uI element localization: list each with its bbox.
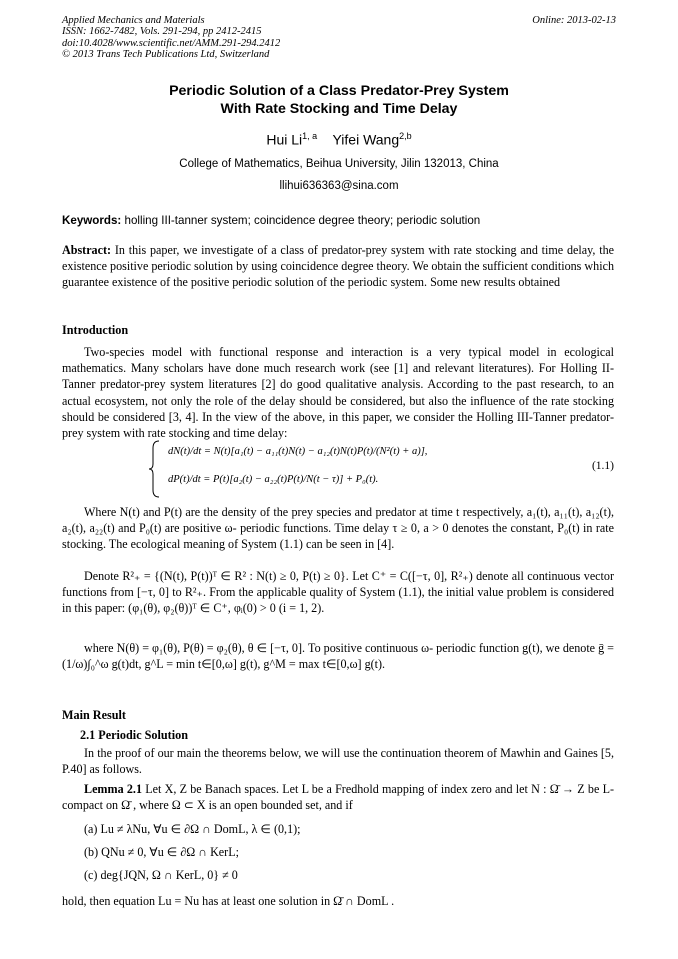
author-2-affil: 2,b [399, 131, 412, 141]
condition-a: (a) Lu ≠ λNu, ∀u ∈ ∂Ω ∩ DomL, λ ∈ (0,1); [84, 822, 301, 836]
affiliation: College of Mathematics, Beihua University, Jilin 132013, China [179, 158, 499, 170]
keywords-text: holling III-tanner system; coincidence degree theory; periodic solution [124, 214, 481, 227]
equation-line-2: dP(t)/dt = P(t)[a₂(t) − a₂₂(t)P(t)/N(t − τ)] + P₀(t). [168, 474, 379, 485]
author-1: Hui Li [266, 131, 303, 148]
abstract-text: In this paper, we investigate of a class of predator-prey system with rate stocking and time delay, the existence positive periodic solution by using coincidence degree theory. We obtain the sufficient conditions which guarantee existence of the positive periodic solution of the periodic system. Some new results obtained [62, 243, 614, 290]
journal-name: Applied Mechanics and Materials [62, 15, 205, 26]
authors [0, 131, 678, 148]
equation-number: (1.1) [591, 460, 614, 472]
keywords [62, 214, 480, 227]
where-paragraph: Where N(t) and P(t) are the density of the prey species and predator at time t respectively, a₁(t), a₁₁(t), a₁₂(t), a₂(t), a₂₂(t) and P₀(t) are positive ω- periodic functions. Time delay τ ≥ 0, a > 0 denotes the constant, P₀(t) in rate stocking. The ecological meaning of System (1.1) can be seen in [4]. [62, 505, 614, 552]
equation-1-1 [148, 440, 614, 498]
abstract-label: Abstract: [62, 243, 112, 257]
condition-b: (b) QNu ≠ 0, ∀u ∈ ∂Ω ∩ KerL; [84, 845, 239, 859]
doi-line: doi:10.4028/www.scientific.net/AMM.291-294.2412 [62, 37, 281, 49]
lemma-2-1 [62, 781, 614, 813]
paper-title [0, 82, 678, 118]
main-result-heading: Main Result [62, 708, 126, 722]
title-line-2: With Rate Stocking and Time Delay [220, 101, 458, 117]
title-line-1: Periodic Solution of a Class Predator-Prey System [169, 83, 509, 99]
periodic-solution-heading: 2.1 Periodic Solution [80, 728, 188, 742]
journal-header [62, 15, 280, 61]
lemma-label: Lemma 2.1 [84, 782, 142, 796]
online-date: Online: 2013-02-13 [532, 15, 616, 26]
equation-line-1: dN(t)/dt = N(t)[a₁(t) − a₁₁(t)N(t) − a₁₂(t)N(t)P(t)/(N²(t) + a)], [168, 446, 428, 457]
author-2: Yifei Wang [332, 131, 400, 148]
main-result-paragraph: In the proof of our main the theorems below, we will use the continuation theorem of Mawhin and Gaines [5, P.40] as follows. [62, 746, 614, 777]
issn-line: ISSN: 1662-7482, Vols. 291-294, pp 2412-2415 [62, 26, 262, 38]
condition-c: (c) deg{JQN, Ω ∩ KerL, 0} ≠ 0 [84, 868, 238, 882]
intro-paragraph: Two-species model with functional response and interaction is a very typical model in ecological mathematics. Many scholars have done much research work (see [1] and relevant literatures). For Holling II-Tanner predator-prey system literatures [2] do good qualitative analysis. According to the past research, to an actual ecosystem, not only the role of the delay should be considered, but also the influence of the rate stocking should be considered [3, 4]. In the view of the above, in this paper, we consider the Holling III-Tanner predator-prey system with rate stocking and time delay: [62, 345, 614, 441]
lemma-text: Let X, Z be Banach spaces. Let L be a Fredhold mapping of index zero and let N : Ω̄ → Z be L-compact on Ω̄ , where Ω ⊂ X is an open bounded set, and if [62, 782, 614, 813]
abstract [62, 242, 614, 291]
conclusion-line: hold, then equation Lu = Nu has at least one solution in Ω̄ ∩ DomL . [62, 894, 395, 908]
email: llihui636363@sina.com [279, 180, 399, 192]
keywords-label: Keywords: [62, 214, 122, 227]
equation-brace [148, 440, 162, 498]
copyright-line: © 2013 Trans Tech Publications Ltd, Switzerland [62, 49, 270, 61]
function-definition-paragraph: where N(θ) = φ₁(θ), P(θ) = φ₂(θ), θ ∈ [−τ, 0]. To positive continuous ω- periodic function g(t), we denote ḡ = (1/ω)∫₀^ω g(t)dt, g^L = min t∈[0,ω] g(t), g^M = max t∈[0,ω] g(t). [62, 641, 614, 672]
denote-paragraph: Denote R²₊ = {(N(t), P(t))ᵀ ∈ R² : N(t) ≥ 0, P(t) ≥ 0}. Let C⁺ = C([−τ, 0], R²₊) denote all continuous vector functions from [−τ, 0] to R²₊. From the applicable quality of System (1.1), the initial value problem is considered in this paper: (φ₁(θ), φ₂(θ))ᵀ ∈ C⁺, φᵢ(0) > 0 (i = 1, 2). [62, 569, 614, 616]
intro-heading: Introduction [62, 323, 129, 337]
author-1-affil: 1, a [302, 131, 318, 141]
